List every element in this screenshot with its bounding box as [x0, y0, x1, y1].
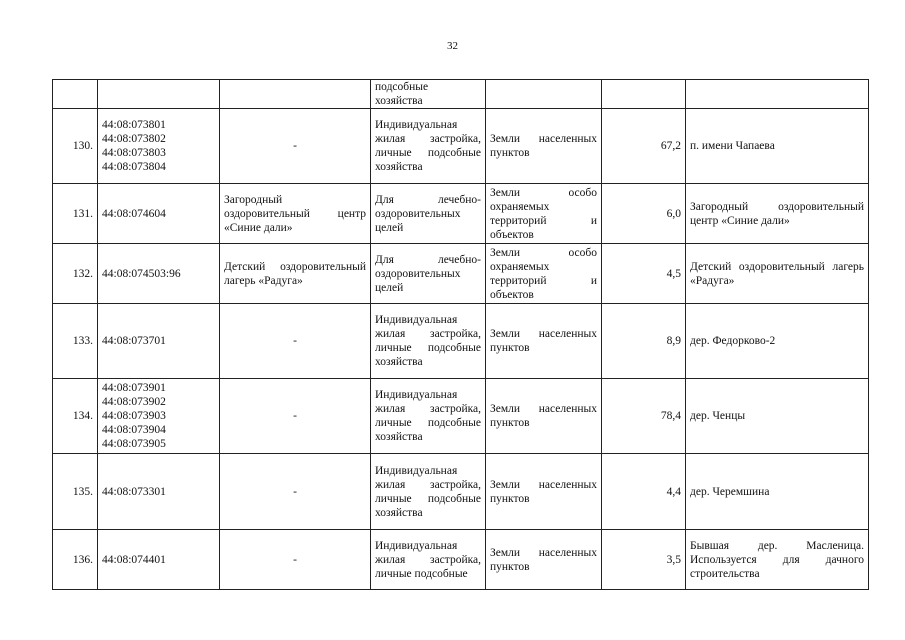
cell-category [486, 80, 602, 109]
cell-use: Индивидуальная жилая застройка, личные подсобные хозяйства [371, 304, 486, 379]
cell-category: Земли населенных пунктов [486, 304, 602, 379]
cadastral-number: 44:08:073904 [102, 424, 166, 436]
cell-category: Земли особо охраняемых территорий и объектов [486, 184, 602, 244]
cell-number [53, 80, 98, 109]
cell-use: Для лечебно-оздоровительных целей [371, 184, 486, 244]
table-row [53, 184, 869, 244]
continued-row [53, 80, 869, 109]
cell-location: Загородный оздоровительный центр «Синие дали» [686, 184, 869, 244]
table-row [53, 454, 869, 530]
cadastral-number: 44:08:073905 [102, 438, 166, 450]
cell-use: Индивидуальная жилая застройка, личные подсобные [371, 530, 486, 590]
cell-area: 4,4 [602, 454, 686, 530]
cell-number: 135. [53, 454, 98, 530]
cell-cadastral [98, 244, 220, 304]
cadastral-number: 44:08:073902 [102, 396, 166, 408]
table-row [53, 244, 869, 304]
cell-number: 130. [53, 109, 98, 184]
table-row [53, 379, 869, 454]
cell-use: Индивидуальная жилая застройка, личные подсобные хозяйства [371, 454, 486, 530]
cell-location: дер. Черемшина [686, 454, 869, 530]
table-row [53, 109, 869, 184]
cell-area: 6,0 [602, 184, 686, 244]
cell-number: 136. [53, 530, 98, 590]
cadastral-number: 44:08:073901 [102, 382, 166, 394]
cell-name: - [220, 304, 371, 379]
cell-name: - [220, 379, 371, 454]
use-line: хозяйства [375, 95, 423, 107]
cadastral-number: 44:08:073701 [102, 335, 166, 347]
cell-category: Земли населенных пунктов [486, 454, 602, 530]
cell-name: Детский оздоровительный лагерь «Радуга» [220, 244, 371, 304]
cell-area: 78,4 [602, 379, 686, 454]
cadastral-number: 44:08:074503:96 [102, 267, 181, 280]
cell-name: - [220, 454, 371, 530]
cell-number: 134. [53, 379, 98, 454]
cadastral-number: 44:08:073801 [102, 119, 166, 131]
page-number: 32 [447, 40, 458, 52]
cell-category: Земли особо охраняемых территорий и объектов [486, 244, 602, 304]
cell-area: 67,2 [602, 109, 686, 184]
cell-location: п. имени Чапаева [686, 109, 869, 184]
cell-location: дер. Федорково-2 [686, 304, 869, 379]
cell-use: Для лечебно-оздоровительных целей [371, 244, 486, 304]
cadastral-number: 44:08:074401 [102, 553, 166, 566]
cell-category: Земли населенных пунктов [486, 109, 602, 184]
cell-cadastral [98, 184, 220, 244]
cell-cadastral [98, 454, 220, 530]
cadastral-number: 44:08:073804 [102, 161, 166, 173]
cell-cadastral [98, 304, 220, 379]
table-row [53, 304, 869, 379]
cell-number: 131. [53, 184, 98, 244]
cell-use [371, 80, 486, 109]
cell-location: дер. Ченцы [686, 379, 869, 454]
cell-name [220, 80, 371, 109]
cell-number: 133. [53, 304, 98, 379]
cell-category: Земли населенных пунктов [486, 379, 602, 454]
cell-use: Индивидуальная жилая застройка, личные подсобные хозяйства [371, 379, 486, 454]
table-row [53, 530, 869, 590]
cell-area: 3,5 [602, 530, 686, 590]
cell-cadastral [98, 109, 220, 184]
cell-number: 132. [53, 244, 98, 304]
cadastral-number: 44:08:073802 [102, 133, 166, 145]
use-line: подсобные [375, 81, 429, 93]
cell-location: Детский оздоровительный лагерь «Радуга» [686, 244, 869, 304]
cell-use: Индивидуальная жилая застройка, личные подсобные хозяйства [371, 109, 486, 184]
cell-cadastral [98, 80, 220, 109]
cell-area [602, 80, 686, 109]
cell-name: - [220, 109, 371, 184]
cell-area: 4,5 [602, 244, 686, 304]
cell-name: - [220, 530, 371, 590]
cell-category: Земли населенных пунктов [486, 530, 602, 590]
cell-location: Бывшая дер. Масленица. Используется для дачного строительства [686, 530, 869, 590]
cell-name: Загородный оздоровительный центр «Синие дали» [220, 184, 371, 244]
cadastral-number: 44:08:073903 [102, 410, 166, 422]
cell-cadastral [98, 379, 220, 454]
cadastral-number: 44:08:073301 [102, 485, 166, 498]
cell-cadastral [98, 530, 220, 590]
cell-area: 8,9 [602, 304, 686, 379]
cadastral-number: 44:08:074604 [102, 207, 166, 220]
cell-location [686, 80, 869, 109]
cadastral-number: 44:08:073803 [102, 147, 166, 159]
land-plots-table [52, 79, 869, 590]
